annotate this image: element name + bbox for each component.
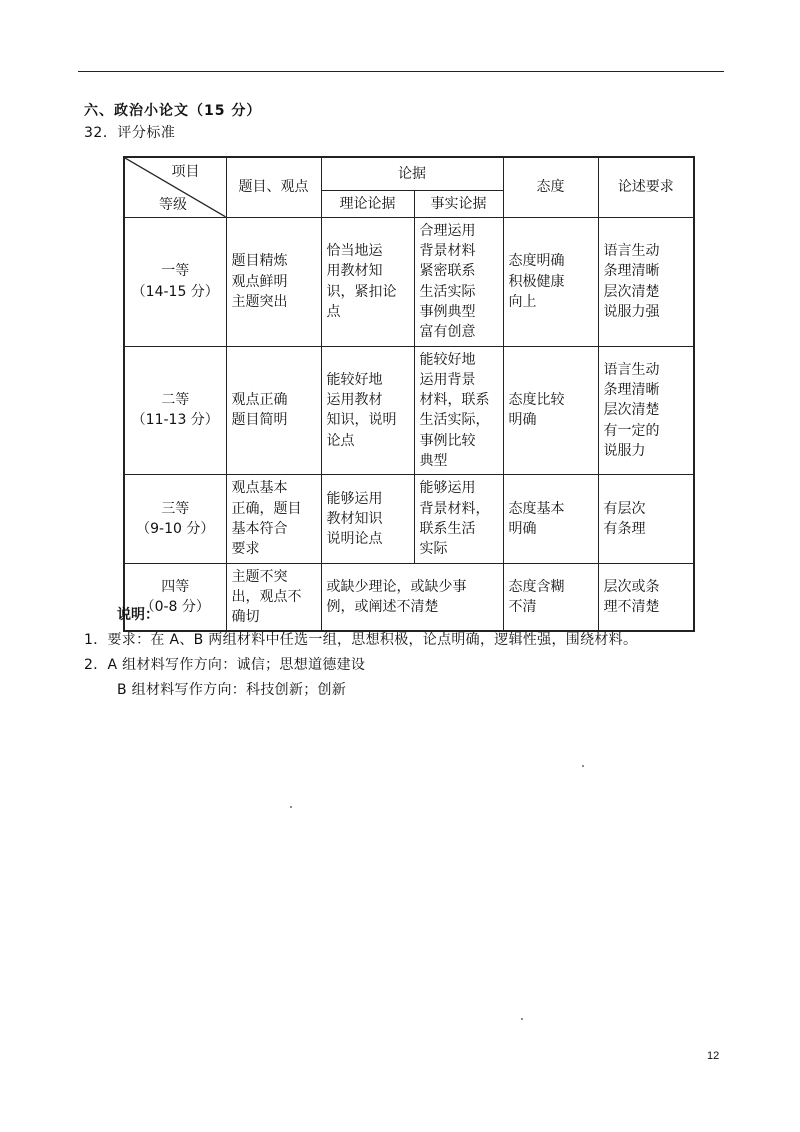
attitude-cell: 态度明确 积极健康 向上 <box>503 217 598 346</box>
notes-heading: 说明： <box>117 607 159 623</box>
fact-cell: 合理运用 背景材料 紧密联系 生活实际 事例典型 富有创意 <box>414 217 503 346</box>
table-row <box>124 346 694 475</box>
header-grade: 等级 <box>159 196 187 213</box>
requirement-cell: 层次或条 理不清楚 <box>598 563 694 631</box>
header-argument: 论据 <box>321 157 503 190</box>
grade-name: 四等 <box>161 578 190 595</box>
requirement-cell: 语言生动 条理清晰 层次清楚 说服力强 <box>598 217 694 346</box>
theory-cell: 恰当地运 用教材知 识，紧扣论 点 <box>321 217 414 346</box>
topic-cell: 主题不突 出，观点不 确切 <box>226 563 321 631</box>
note-item: B 组材料写作方向：科技创新；创新 <box>117 682 347 698</box>
fact-cell: 能较好地 运用背景 材料，联系 生活实际， 事例比较 典型 <box>414 346 503 475</box>
page-number: 12 <box>707 1050 720 1062</box>
grade-score: （0-8 分） <box>140 598 210 615</box>
requirement-cell: 语言生动 条理清晰 层次清楚 有一定的 说服力 <box>598 346 694 475</box>
grade-cell <box>124 346 226 475</box>
section-title: 六、政治小论文（15 分） <box>84 103 262 119</box>
grade-name: 一等 <box>161 263 190 280</box>
attitude-cell: 态度比较 明确 <box>503 346 598 475</box>
grade-name: 二等 <box>161 392 190 409</box>
theory-cell: 能较好地 运用教材 知识，说明 论点 <box>321 346 414 475</box>
attitude-cell: 态度含糊 不清 <box>503 563 598 631</box>
header-requirement: 论述要求 <box>598 157 694 217</box>
header-item: 项目 <box>171 164 200 180</box>
topic-cell: 题目精炼 观点鲜明 主题突出 <box>226 217 321 346</box>
scan-speck <box>521 1018 523 1020</box>
grade-cell <box>124 217 226 346</box>
header-theory: 理论论据 <box>321 190 414 217</box>
attitude-cell: 态度基本 明确 <box>503 475 598 563</box>
header-topic: 题目、观点 <box>226 157 321 217</box>
scan-speck <box>290 806 292 808</box>
table-header-row <box>124 157 694 190</box>
note-item: 2．A 组材料写作方向：诚信；思想道德建设 <box>84 657 366 673</box>
scan-speck <box>582 765 584 767</box>
requirement-cell: 有层次 有条理 <box>598 475 694 563</box>
grade-score: （14-15 分） <box>131 283 219 300</box>
grade-score: （11-13 分） <box>131 412 219 429</box>
header-fact: 事实论据 <box>414 190 503 217</box>
notes-section <box>84 603 637 703</box>
fact-cell: 能够运用 背景材料， 联系生活 实际 <box>414 475 503 563</box>
header-attitude: 态度 <box>503 157 598 217</box>
question-label: 32．评分标准 <box>84 125 176 141</box>
topic-cell: 观点正确 题目简明 <box>226 346 321 475</box>
table-row <box>124 475 694 563</box>
argument-merged-cell: 或缺少理论，或缺少事 例，或阐述不清楚 <box>321 563 503 631</box>
theory-cell: 能够运用 教材知识 说明论点 <box>321 475 414 563</box>
grade-cell <box>124 475 226 563</box>
table-row <box>124 217 694 346</box>
grade-score: （9-10 分） <box>136 520 215 537</box>
grading-table <box>123 156 695 632</box>
topic-cell: 观点基本 正确，题目 基本符合 要求 <box>226 475 321 563</box>
top-rule <box>78 71 724 72</box>
grade-name: 三等 <box>161 500 190 517</box>
diagonal-header-cell <box>124 157 226 217</box>
note-item: 1．要求：在 A、B 两组材料中任选一组，思想积极，论点明确，逻辑性强，围绕材料。 <box>84 632 638 648</box>
